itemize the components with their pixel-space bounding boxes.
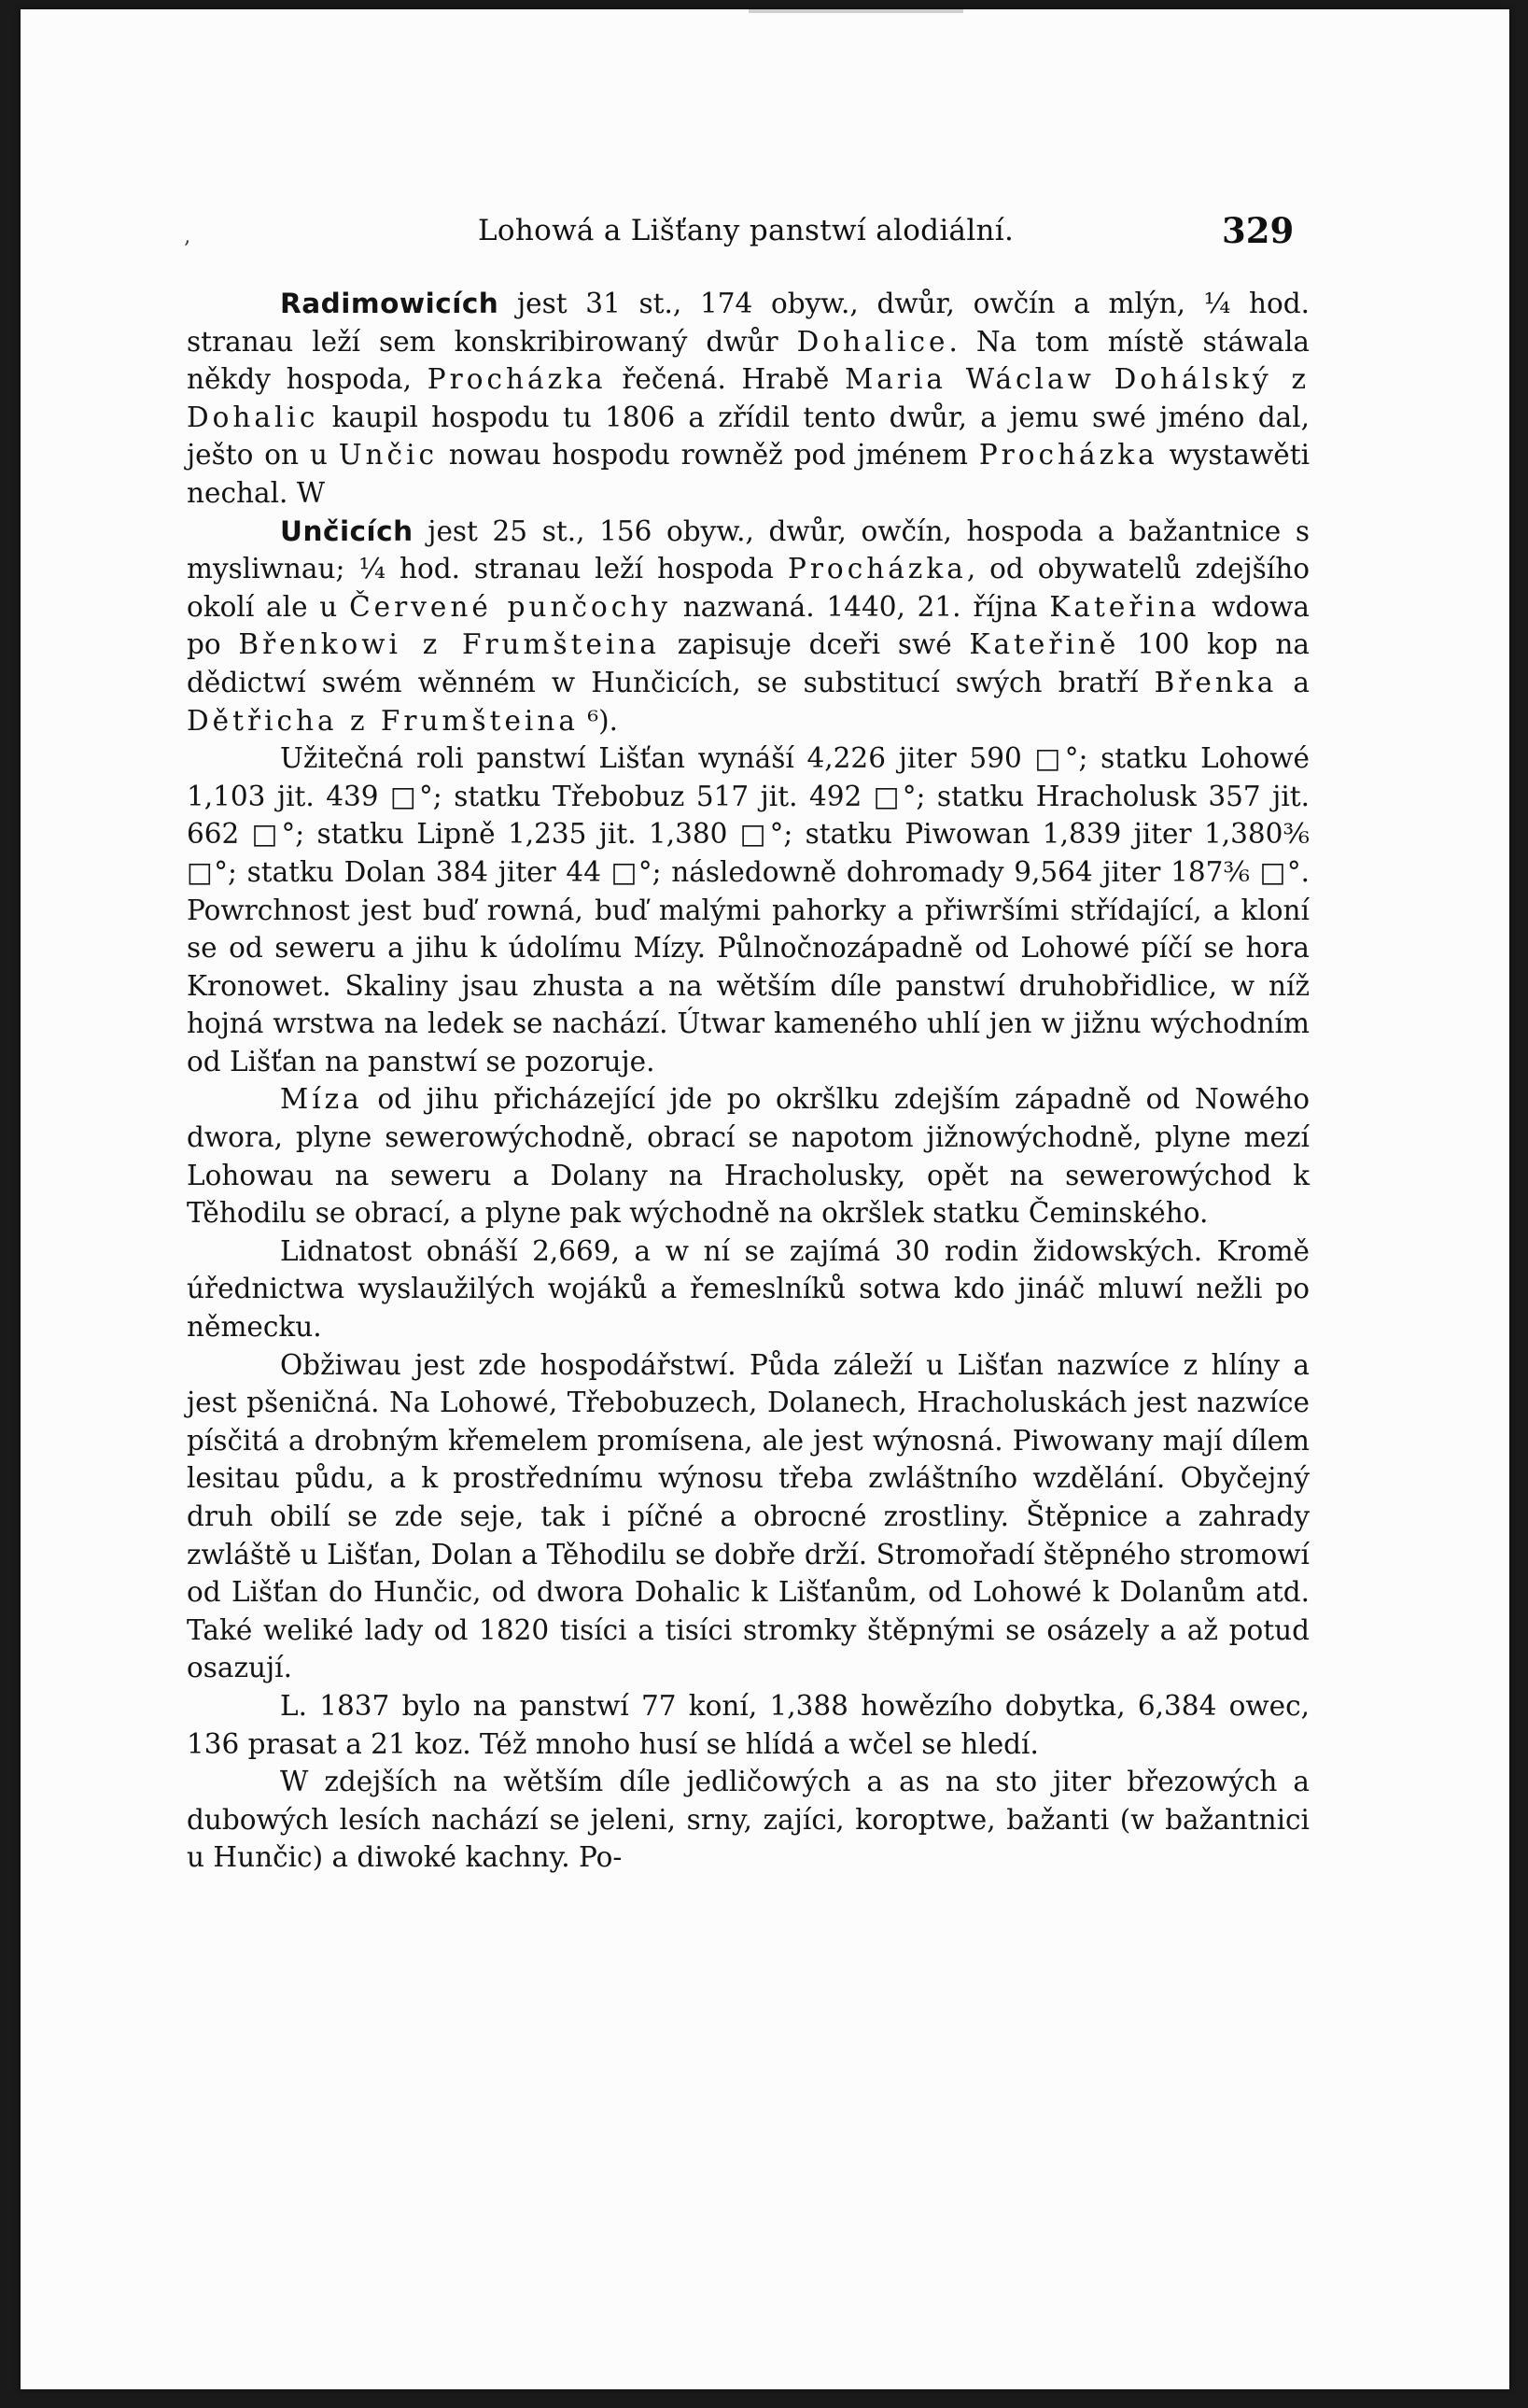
spaced-name: Kateřina <box>1049 590 1200 623</box>
spaced-name: Míza <box>280 1083 363 1116</box>
text-run: 100 kop na dědictwí swém wěnném w Hunčicích, se substitucí swých bratří <box>187 628 1311 698</box>
page-header <box>184 210 1304 257</box>
lead-word: Unčicích <box>280 514 414 547</box>
paragraph-uncice <box>187 513 1310 740</box>
text-run: a <box>1277 666 1310 698</box>
lead-word: Radimowicích <box>280 288 499 319</box>
spaced-name: Kateřině <box>969 628 1120 661</box>
paragraph-radimowice <box>187 285 1310 513</box>
paragraph-livestock: L. 1837 bylo na panstwí 77 koní, 1,388 howězího dobytka, 6,384 owec, 136 prasat a 21 koz. Též mnoho husí se hlídá a wčel se hledí. <box>187 1689 1310 1760</box>
paragraph-miza <box>187 1080 1310 1232</box>
text-run: ⁶). <box>578 704 619 737</box>
text-run: kaupil hospodu tu 1806 a zřídil tento dwůr, a jemu swé jméno dal, ješto on u <box>187 401 1310 472</box>
document-page <box>21 9 1509 2389</box>
spaced-name: Dohalice <box>796 325 949 358</box>
text-run: nazwaná. 1440, 21. října <box>670 590 1050 623</box>
paragraph-land: Užitečná roli panstwí Lišťan wynáší 4,226 jiter 590 □°; statku Lohowé 1,103 jit. 439 □°; statku Třebobuz 517 jit. 492 □°; statku Hracholusk 357 jit. 662 □°; statku Lipně 1,235 jit. 1,380 □°; statku Piwowan 1,839 jiter 1,380³⁄₆ □°; statku Dolan 384 jiter 44 □°; následowně dohromady 9,564 jiter 187³⁄₆ □°. Powrchnost jest buď rowná, buď malými pahorky a přiwršími střídající, a kloní se od seweru a jihu k údolímu Mízy. Půlnočnozápadně od Lohowé píčí se hora Kronowet. Skaliny jsau zhusta a na wětším díle panstwí druhobřidlice, w níž hojná wrstwa na ledek se nachází. Útwar kameného uhlí jen w jižnu wýchodním od Lišťan na panstwí se pozoruje. <box>187 742 1310 1077</box>
spaced-name: Procházka <box>978 439 1158 472</box>
page-number: 329 <box>1222 210 1295 251</box>
text-run: jest 31 st., 174 obyw., dwůr, owčín a mlýn, ¼ hod. stranau leží sem konskribirowaný dwůr <box>187 288 1310 358</box>
spaced-name: Břenka <box>1154 666 1278 698</box>
spaced-name: Břenkowi z Frumšteina <box>238 628 660 661</box>
top-rule <box>749 9 963 13</box>
text-run: řečená. Hrabě <box>606 363 846 396</box>
text-run: nowau hospodu rowněž pod jménem <box>438 439 979 472</box>
header-title: Lohowá a Lišťany panstwí alodiální. <box>478 214 1015 247</box>
header-mark: ‚ <box>184 225 190 248</box>
spaced-name: Dětřicha z Frumšteina <box>187 704 579 737</box>
spaced-name: Procházka <box>787 553 967 585</box>
text-run: od jihu přicházející jde po okršlku zdejším západně od Nowého dwora, plyne sewerowýchodně, obrací se napotom jižnowýchodně, plyne mezí Lohowau na seweru a Dolany na Hracholusky, opět na sewerowýchod k Těhodilu se obrací, a plyne pak wýchodně na okršlek statku Čeminského. <box>187 1083 1310 1230</box>
paragraph-forests: W zdejších na wětším díle jedličowých a as na sto jiter březowých a dubowých lesích nachází se jeleni, srny, zajíci, koroptwe, bažanti (w bažantnici u Hunčic) a diwoké kachny. Po- <box>187 1766 1310 1874</box>
spaced-name: Červené punčochy <box>349 590 671 623</box>
text-run: zapisuje dceři swé <box>660 628 970 661</box>
spaced-name: Maria Wáclaw Dohálský z Dohalic <box>187 363 1310 433</box>
spaced-name: Procházka <box>427 363 607 396</box>
text-run: . Na tom místě stáwala někdy hospoda, <box>187 325 1310 396</box>
text-run: , od obywatelů zdejšího okolí ale u <box>187 553 1310 623</box>
paragraph-livelihood: Obžiwau jest zde hospodářstwí. Půda záleží u Lišťan nazwíce z hlíny a jest pšeničná. Na Lohowé, Třebobuzech, Dolanech, Hracholuskách jest nazwíce písčitá a drobným křemelem promísena, ale jest wýnosná. Piwowany mají dílem lesitau půdu, a k prostřednímu wýnosu třeba zwláštního wzdělání. Obyčejný druh obilí se zde seje, tak i píčné a obrocné zrostliny. Štěpnice a zahrady zwláště u Lišťan, Dolan a Těhodilu se dobře drží. Stromořadí štěpného stromowí od Lišťan do Hunčic, od dwora Dohalic k Lišťanům, od Lohowé k Dolanům atd. Také weliké lady od 1820 tisíci a tisíci stromky štěpnými se osázely a až potud osazují. <box>187 1348 1310 1684</box>
text-run: wdowa po <box>187 590 1310 661</box>
paragraph-population: Lidnatost obnáší 2,669, a w ní se zajímá 30 rodin židowských. Kromě úřednictwa wyslaužilých wojáků a řemeslníků sotwa kdo jináč mluwí nežli po německu. <box>187 1234 1310 1344</box>
spaced-name: Unčic <box>338 439 439 472</box>
body-text <box>187 285 1310 1877</box>
text-run: wystawěti nechal. W <box>187 439 1311 509</box>
text-run: jest 25 st., 156 obyw., dwůr, owčín, hospoda a bažantnice s mysliwnau; ¼ hod. stranau leží hospoda <box>187 514 1310 585</box>
